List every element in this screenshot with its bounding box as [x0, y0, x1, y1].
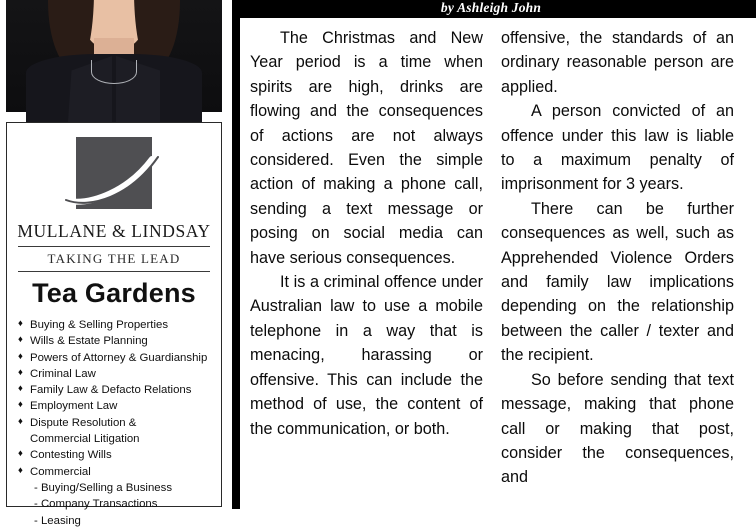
- portrait-necklace: [91, 60, 137, 84]
- author-photo: [6, 0, 222, 112]
- list-item: - Company Transactions: [34, 498, 158, 511]
- list-item: Commercial Litigation: [30, 433, 140, 446]
- paragraph: A person convicted of an offence under this law is liable to a maximum penalty of imprisonment for 3 years.: [501, 102, 734, 194]
- column-divider: [232, 0, 240, 509]
- article-byline: by Ashleigh John: [440, 0, 542, 15]
- paragraph: It is a criminal offence under Australian law to use a mobile telephone in a way that is menacing, harassing or offensive. This can include the method of use, the content of the communication, or both.: [250, 273, 483, 438]
- brand-divider-top: [18, 246, 210, 247]
- list-item: ♦ Contesting Wills: [18, 447, 212, 463]
- article-column-2: [501, 26, 734, 490]
- paragraph: offensive, the standards of an ordinary reasonable person are applied.: [501, 29, 734, 96]
- firm-tagline: TAKING THE LEAD: [47, 251, 181, 266]
- services-list: [16, 317, 212, 529]
- list-item: ♦ Family Law & Defacto Relations: [18, 382, 212, 398]
- list-item: ♦ Buying & Selling Properties: [18, 317, 212, 333]
- article-column-1: [250, 26, 483, 490]
- list-item: ♦ Criminal Law: [18, 366, 212, 382]
- list-item: ♦ Wills & Estate Planning: [18, 333, 212, 349]
- paragraph: So before sending that text message, making that phone call or making that post, consider the consequences, and: [501, 370, 734, 487]
- law-firm-ad: [6, 122, 222, 527]
- byline-bar: [240, 0, 756, 18]
- paragraph: There can be further consequences as well, such as Apprehended Violence Orders and family law implications depending on the relationship between the caller / texter and the recipient.: [501, 199, 734, 365]
- list-item: ♦ Dispute Resolution &: [18, 415, 212, 431]
- paragraph: The Christmas and New Year period is a time when spirits are high, drinks are flowing and the consequences of actions are not always considered. Even the simple action of making a phone call, sending a text message or posing on social media can have serious consequences.: [250, 29, 483, 267]
- list-item: ♦ Powers of Attorney & Guardianship: [18, 350, 212, 366]
- article-columns: [250, 18, 748, 490]
- advertisement-column: [0, 0, 232, 527]
- firm-name: MULLANE & LINDSAY: [17, 221, 211, 241]
- list-item: - Buying/Selling a Business: [34, 481, 173, 494]
- list-item: ♦ Employment Law: [18, 398, 212, 414]
- firm-logo-icon: [66, 137, 162, 215]
- list-item: - Leasing: [34, 514, 81, 527]
- list-item: ♦ Commercial: [18, 464, 212, 480]
- logo-swoosh-icon: [66, 151, 162, 209]
- firm-location: Tea Gardens: [32, 278, 196, 308]
- article-body: [240, 0, 756, 509]
- brand-divider-bottom: [18, 271, 210, 272]
